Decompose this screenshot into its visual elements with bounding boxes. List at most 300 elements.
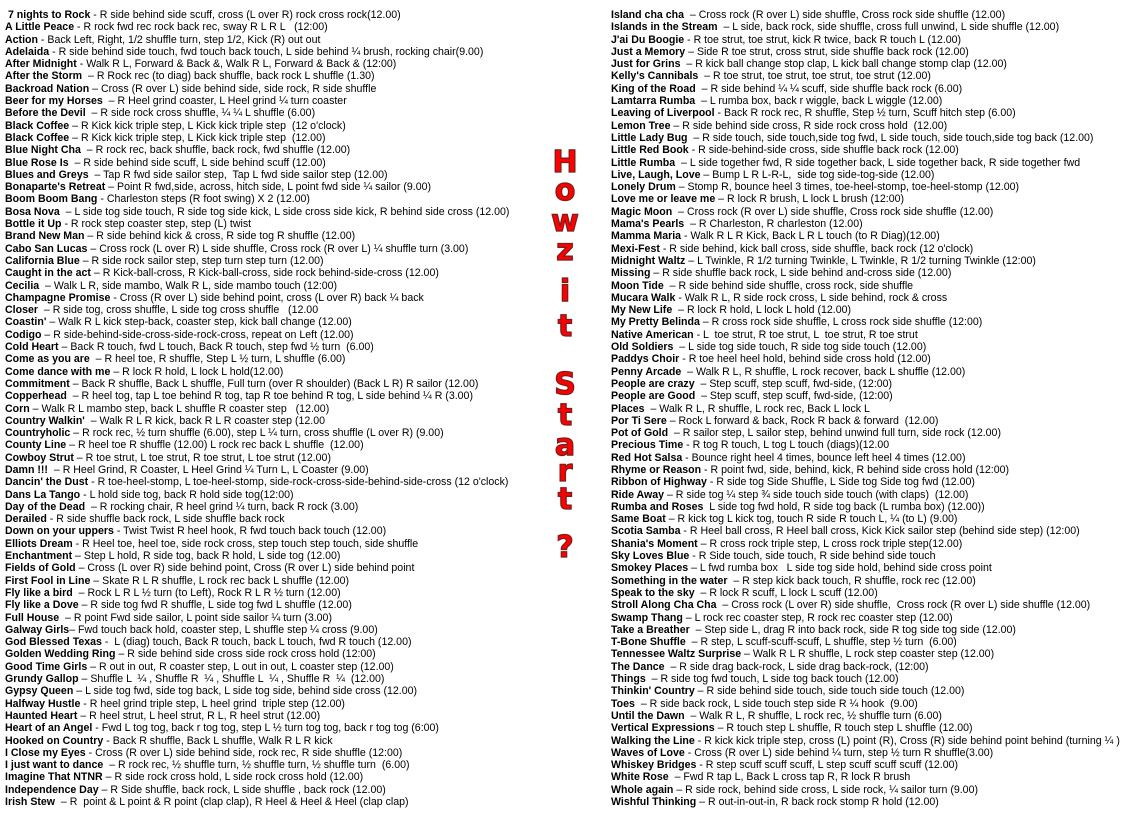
dance-entry bbox=[5, 685, 611, 697]
dance-steps: - Cross (R over L) side behind side, rock rec, R side shuffle (12:00) bbox=[85, 746, 403, 759]
dance-entry bbox=[611, 169, 1142, 181]
dance-steps: - R step scuff scuff scuff, L step scuff scuff scuff (12.00) bbox=[696, 759, 959, 772]
dance-title: Love me or leave me bbox=[611, 193, 716, 206]
dance-title: Penny Arcade bbox=[611, 365, 682, 378]
dance-entry bbox=[611, 218, 1142, 230]
dance-entry bbox=[5, 353, 611, 365]
dance-entry bbox=[611, 193, 1142, 205]
dance-entry bbox=[611, 341, 1142, 353]
right-column bbox=[611, 9, 1142, 808]
dance-entry bbox=[5, 107, 611, 119]
dance-entry bbox=[5, 427, 611, 439]
dance-title: Country Walkin' bbox=[5, 414, 85, 427]
dance-steps: – R side behind side touch, side touch side touch (12.00) bbox=[694, 685, 965, 698]
dance-entry bbox=[611, 21, 1142, 33]
dance-entry bbox=[611, 255, 1142, 267]
dance-entry bbox=[5, 439, 611, 451]
dance-steps: - R rock step coaster step, step (L) twist bbox=[61, 218, 252, 231]
dance-title: Enchantment bbox=[5, 550, 73, 563]
dance-title: First Fool in Line bbox=[5, 574, 91, 587]
dance-steps: - R point fwd, side, behind, kick, R behind side cross hold (12:00) bbox=[701, 463, 1010, 476]
dance-entry bbox=[5, 513, 611, 525]
dance-steps: – L side tog side touch, R side tog side kick, L side cross side kick, R behind side cross (12.00) bbox=[59, 205, 510, 218]
dance-steps: – Back R shuffle, Back L shuffle, Full turn (over R shoulder) (Back L R) R sailor (12.00) bbox=[69, 377, 479, 390]
dance-title: Rhyme or Reason bbox=[611, 463, 702, 476]
dance-title: Leaving of Liverpool bbox=[611, 107, 715, 120]
dance-steps: - R toe heel heel hold, behind side cross hold (12.00) bbox=[679, 353, 931, 366]
dance-steps: - Twist Twist R heel hook, R fwd touch back touch (12.00) bbox=[113, 525, 387, 538]
dance-title: Things bbox=[611, 673, 646, 686]
dance-entry bbox=[611, 538, 1142, 550]
dance-steps: – R side tog fwd R shuffle, L side tog fwd L shuffle (12.00) bbox=[78, 599, 352, 612]
vertical-letter: H bbox=[552, 145, 578, 180]
dance-entry bbox=[5, 489, 611, 501]
dance-title: Boom Boom Bang bbox=[5, 193, 98, 206]
dance-steps: - R kick kick triple step, cross (L) point (R), Cross (R) side behind point behind (turning ¼ ) bbox=[694, 734, 1120, 747]
dance-title: Scotia Samba bbox=[611, 525, 681, 538]
dance-title: White Rose bbox=[611, 771, 669, 784]
dance-entry bbox=[5, 83, 611, 95]
dance-entry bbox=[5, 378, 611, 390]
dance-title: Places bbox=[611, 402, 645, 415]
dance-steps: – R kick tog L kick tog, touch R side R touch L, ¼ (to L) (9.00) bbox=[665, 513, 958, 526]
dance-entry bbox=[5, 157, 611, 169]
dance-title: Midnight Waltz bbox=[611, 254, 686, 267]
dance-steps: – R side behind side cross side rock cross hold (12:00) bbox=[115, 648, 376, 661]
dance-entry bbox=[5, 132, 611, 144]
dance-steps: – R side behind kick & cross, R side tog R shuffle (12.00) bbox=[84, 230, 356, 243]
dance-title: Golden Wedding Ring bbox=[5, 648, 116, 661]
dance-title: Bosa Nova bbox=[5, 205, 60, 218]
dance-entry bbox=[611, 316, 1142, 328]
dance-title: Closer bbox=[5, 304, 38, 317]
dance-title: Island cha cha bbox=[611, 9, 685, 21]
dance-title: Ribbon of Highway bbox=[611, 476, 707, 489]
dance-title: Backroad Nation bbox=[5, 82, 90, 95]
dance-entry bbox=[611, 599, 1142, 611]
dance-entry bbox=[5, 562, 611, 574]
dance-steps: – R side tog fwd touch, L side tog back touch (12.00) bbox=[645, 673, 899, 686]
dance-steps: – R point & L point & R point (clap clap), R Heel & Heel & Heel (clap clap) bbox=[55, 796, 409, 808]
dance-entry bbox=[611, 759, 1142, 771]
dance-steps: – R Heel grind coaster, L Heel grind ¼ turn coaster bbox=[102, 95, 347, 108]
dance-title: Missing bbox=[611, 267, 651, 280]
dance-steps: - Walk R L R Kick, Back L R L touch (to R Diag)(12.00) bbox=[681, 230, 940, 243]
dance-title: The Dance bbox=[611, 660, 665, 673]
dance-entry bbox=[5, 698, 611, 710]
dance-title: Independence Day bbox=[5, 783, 99, 796]
dance-title: Full House bbox=[5, 611, 60, 624]
dance-title: Dans La Tango bbox=[5, 488, 81, 501]
dance-title: Speak to the sky bbox=[611, 586, 695, 599]
dance-steps: – Cross rock (R over L) side shuffle, Cross rock side shuffle (12.00) bbox=[672, 205, 994, 218]
dance-steps: - Back Left, Right, 1/2 shuffle turn, step 1/2, Kick (R) out out bbox=[37, 33, 321, 46]
dance-entry bbox=[5, 575, 611, 587]
dance-title: Down on your uppers bbox=[5, 525, 114, 538]
dance-steps: – L side together fwd, R side together back, L side together back, R side together fwd bbox=[675, 156, 1081, 169]
dance-entry bbox=[611, 771, 1142, 783]
dance-title: Little Red Book bbox=[611, 144, 689, 157]
dance-steps: – R lock R hold, L lock L hold (12.00) bbox=[672, 304, 852, 317]
dance-entry bbox=[611, 390, 1142, 402]
dance-title: Stroll Along Cha Cha bbox=[611, 599, 717, 612]
dance-title: Whole again bbox=[611, 783, 674, 796]
dance-steps: – R lock R hold, L lock L hold(12.00) bbox=[110, 365, 284, 378]
dance-title: After the Storm bbox=[5, 70, 83, 83]
dance-steps: – R Side shuffle, back rock, L side shuffle , back rock (12.00) bbox=[98, 783, 386, 796]
dance-steps: - R side behind side scuff, cross (L over R) rock cross rock(12.00) bbox=[90, 9, 401, 21]
dance-title: Fly like a bird bbox=[5, 586, 73, 599]
dance-title: Magic Moon bbox=[611, 205, 673, 218]
dance-title: California Blue bbox=[5, 254, 80, 267]
center-vertical-title bbox=[540, 0, 590, 823]
dance-entry bbox=[611, 722, 1142, 734]
dance-entry bbox=[611, 70, 1142, 82]
dance-title: Blue Night Cha bbox=[5, 144, 81, 157]
dance-steps: - R toe-heel-stomp, L toe-heel-stomp, side-rock-cross-side-behind-side-cross (12 o'clock) bbox=[88, 476, 509, 489]
dance-entry bbox=[5, 292, 611, 304]
dance-entry bbox=[5, 648, 611, 660]
dance-steps: – L rock rec coaster step, R rock rec coaster step (12.00) bbox=[682, 611, 953, 624]
dance-title: Copperhead bbox=[5, 390, 67, 403]
dance-steps: – R lock R scuff, L lock L scuff (12.00) bbox=[694, 586, 878, 599]
dance-title: Dancin' the Dust bbox=[5, 476, 89, 489]
dance-title: Blues and Greys bbox=[5, 168, 89, 181]
dance-title: Damn !!! bbox=[5, 463, 48, 476]
dance-title: Elliots Dream bbox=[5, 537, 73, 550]
dance-steps: – R side tog ¼ step ¾ side touch side touch (with claps) (12.00) bbox=[664, 488, 969, 501]
dance-steps: - Walk R L, Forward & Back &, Walk R L, Forward & Back & (12:00) bbox=[76, 58, 397, 71]
dance-entry bbox=[611, 550, 1142, 562]
dance-steps: – R side behind ¼ ¼ scuff, side shuffle back rock (6.00) bbox=[695, 82, 963, 95]
dance-entry bbox=[5, 169, 611, 181]
dance-title: Kelly's Cannibals bbox=[611, 70, 699, 83]
dance-entry bbox=[611, 83, 1142, 95]
dance-steps: – R side behind side shuffle, cross rock, side shuffle bbox=[663, 279, 914, 292]
dance-entry bbox=[5, 661, 611, 673]
dance-entry bbox=[611, 280, 1142, 292]
dance-entry bbox=[611, 304, 1142, 316]
dance-title: Swamp Thang bbox=[611, 611, 683, 624]
dance-steps: - R Side touch, side touch, R side behind side touch bbox=[689, 550, 936, 563]
dance-title: Precious Time bbox=[611, 439, 684, 452]
dance-steps: – L rumba box, back r wiggle, back L wiggle (12.00) bbox=[695, 95, 943, 108]
dance-steps: – R out-in-out-in, R back rock stomp R hold (12.00) bbox=[696, 796, 939, 808]
dance-steps: – Step scuff, step scuff, fwd-side, (12:00) bbox=[694, 377, 893, 390]
dance-entry bbox=[611, 403, 1142, 415]
dance-steps: – Rock L R L ½ turn (to Left), Rock R L R ½ turn (12.00) bbox=[72, 586, 341, 599]
vertical-letter: t bbox=[557, 398, 573, 433]
dance-entry bbox=[611, 292, 1142, 304]
dance-steps: – R side-behind-side-cross-side-rock-cross, repeat on Left (12.00) bbox=[41, 328, 354, 341]
dance-title: After Midnight bbox=[5, 58, 77, 71]
dance-steps: – Step side L, drag R into back rock, side R tog side tog side (12.00) bbox=[689, 623, 1016, 636]
dance-steps: – R side tog, cross shuffle, L side tog cross shuffle (12.00 bbox=[37, 304, 319, 317]
dance-entry bbox=[611, 661, 1142, 673]
dance-entry bbox=[5, 550, 611, 562]
dance-title: Thinkin' Country bbox=[611, 685, 695, 698]
dance-entry bbox=[611, 489, 1142, 501]
vertical-letter: ? bbox=[556, 530, 574, 565]
dance-entry bbox=[5, 784, 611, 796]
dance-entry bbox=[5, 9, 611, 21]
dance-title: Cabo San Lucas bbox=[5, 242, 88, 255]
dance-title: Before the Devil bbox=[5, 107, 86, 120]
dance-entry bbox=[611, 95, 1142, 107]
dance-entry bbox=[5, 218, 611, 230]
dance-steps: – Step scuff, step scuff, fwd-side, (12:00) bbox=[695, 390, 893, 403]
dance-entry bbox=[611, 120, 1142, 132]
dance-steps: – Walk R L, R shuffle, L rock rec, ½ shuffle turn (6.00) bbox=[684, 709, 942, 722]
dance-entry bbox=[5, 316, 611, 328]
dance-title: Native American bbox=[611, 328, 694, 341]
vertical-letter: t bbox=[557, 309, 573, 344]
dance-entry bbox=[5, 46, 611, 58]
dance-title: People are crazy bbox=[611, 377, 695, 390]
dance-steps: – R toe strut, toe strut, toe strut, toe strut (12.00) bbox=[698, 70, 931, 83]
dance-title: Coastin' bbox=[5, 316, 47, 329]
dance-entry bbox=[611, 353, 1142, 365]
dance-title: Cowboy Strut bbox=[5, 451, 74, 464]
dance-entry bbox=[611, 513, 1142, 525]
dance-title: Pot of Gold bbox=[611, 427, 669, 440]
dance-entry bbox=[611, 452, 1142, 464]
dance-steps: – Walk R L, R shuffle, L rock rec, Back L lock L bbox=[644, 402, 870, 415]
dance-entry bbox=[611, 206, 1142, 218]
vertical-letter: w bbox=[551, 204, 579, 239]
dance-entry bbox=[5, 120, 611, 132]
dance-steps: – Rock L forward & back, Rock R back & forward (12.00) bbox=[666, 414, 939, 427]
dance-entry bbox=[5, 710, 611, 722]
dance-entry bbox=[5, 206, 611, 218]
dance-title: Ride Away bbox=[611, 488, 664, 501]
dance-steps: – R Rock rec (to diag) back shuffle, back rock L shuffle (1.30) bbox=[82, 70, 375, 83]
dance-title: Good Time Girls bbox=[5, 660, 88, 673]
dance-title: Por Ti Sere bbox=[611, 414, 667, 427]
dance-entry bbox=[5, 722, 611, 734]
dance-steps: – R Kick-ball-cross, R Kick-ball-cross, side rock behind-side-cross (12.00) bbox=[90, 267, 439, 280]
dance-title: Whiskey Bridges bbox=[611, 759, 697, 772]
dance-steps: – Fwd R tap L, Back L cross tap R, R lock R brush bbox=[668, 771, 911, 784]
dance-steps: – R toe strut, L toe strut, R toe strut, L toe strut (12.00) bbox=[73, 451, 331, 464]
dance-entry bbox=[611, 735, 1142, 747]
dance-steps: – R side back rock, L side touch step side R ¼ hook (9.00) bbox=[634, 697, 918, 710]
dance-entry bbox=[611, 34, 1142, 46]
dance-steps: - Walk R L, R side rock cross, L side behind, rock & cross bbox=[675, 291, 948, 304]
dance-entry bbox=[5, 476, 611, 488]
dance-title: Come as you are bbox=[5, 353, 90, 366]
dance-entry bbox=[611, 698, 1142, 710]
dance-entry bbox=[5, 501, 611, 513]
dance-entry bbox=[611, 107, 1142, 119]
dance-title: Fields of Gold bbox=[5, 562, 76, 575]
dance-steps: – R point Fwd side sailor, L point side sailor ¼ turn (3.00) bbox=[59, 611, 332, 624]
dance-steps: – L side, back rock, side shuffle, cross full unwind, L side shuffle (12.00) bbox=[717, 21, 1060, 34]
dance-title: Take a Breather bbox=[611, 623, 690, 636]
dance-entry bbox=[611, 230, 1142, 242]
dance-title: I just want to dance bbox=[5, 759, 104, 772]
dance-entry bbox=[5, 673, 611, 685]
dance-steps: – L Twinkle, R 1/2 turning Twinkle, L Twinkle, R 1/2 turning Twinkle (12:00) bbox=[685, 254, 1036, 267]
dance-entry bbox=[5, 771, 611, 783]
dance-entry bbox=[611, 9, 1142, 21]
dance-entry bbox=[611, 624, 1142, 636]
dance-entry bbox=[5, 587, 611, 599]
dance-entry bbox=[5, 280, 611, 292]
dance-steps: - R heel grind triple step, L heel grind triple step (12.00) bbox=[80, 697, 345, 710]
dance-title: A Little Peace bbox=[5, 21, 75, 34]
dance-steps: – R lock R brush, L lock L brush (12:00) bbox=[715, 193, 905, 206]
dance-entry bbox=[611, 636, 1142, 648]
dance-title: Shania's Moment bbox=[611, 537, 698, 550]
dance-steps: – R rock rec, ½ turn shuffle (6.00), step L ¼ turn, cross shuffle (L over R) (9.00) bbox=[70, 427, 444, 440]
dance-steps: – R side drag back-rock, L side drag back-rock, (12:00) bbox=[664, 660, 929, 673]
dance-title: Mama's Pearls bbox=[611, 218, 685, 231]
dance-steps: – Tap R fwd side sailor step, Tap L fwd side sailor step (12.00) bbox=[88, 168, 388, 181]
dance-entry bbox=[611, 378, 1142, 390]
dance-entry bbox=[5, 599, 611, 611]
dance-steps: - L hold side tog, back R hold side tog(12:00) bbox=[80, 488, 294, 501]
dance-title: Lamtarra Rumba bbox=[611, 95, 696, 108]
dance-steps: – R out in out, R coaster step, L out in out, L coaster step (12.00) bbox=[87, 660, 394, 673]
dance-title: Heart of an Angel bbox=[5, 722, 93, 735]
dance-title: Derailed bbox=[5, 513, 47, 526]
dance-title: Beer for my Horses bbox=[5, 95, 103, 108]
dance-entry bbox=[611, 439, 1142, 451]
dance-entry bbox=[5, 636, 611, 648]
dance-title: Mucara Walk bbox=[611, 291, 676, 304]
dance-title: Just for Grins bbox=[611, 58, 681, 71]
dance-title: Vertical Expressions bbox=[611, 722, 715, 735]
dance-steps: – Cross rock (R over L) side shuffle, Cross rock side shuffle (12.00) bbox=[684, 9, 1006, 21]
dance-title: Until the Dawn bbox=[611, 709, 685, 722]
dance-title: Halfway Hustle bbox=[5, 697, 81, 710]
dance-entry bbox=[611, 46, 1142, 58]
dance-entry bbox=[611, 784, 1142, 796]
dance-steps: – R cross rock triple step, L cross rock triple step(12.00) bbox=[697, 537, 963, 550]
dance-steps: – R sailor step, L sailor step, behind unwind full turn, side rock (12.00) bbox=[668, 427, 1001, 440]
dance-steps: - Charleston steps (R foot swing) X 2 (12.00) bbox=[97, 193, 310, 206]
dance-entry bbox=[611, 501, 1142, 513]
dance-steps: - R toe strut, toe strut, kick R twice, back R touch L (12.00) bbox=[684, 33, 962, 46]
dance-title: Tennessee Waltz Surprise bbox=[611, 648, 742, 661]
dance-steps: – Point R fwd,side, across, hitch side, L point fwd side ¼ sailor (9.00) bbox=[105, 181, 432, 194]
dance-steps: – R rock rec, ½ shuffle turn, ½ shuffle turn, ½ shuffle turn (6.00) bbox=[103, 759, 410, 772]
dance-steps: - R side behind, kick ball cross, side shuffle, back rock (12 o'clock) bbox=[659, 242, 974, 255]
dance-entry bbox=[5, 193, 611, 205]
dance-title: Action bbox=[5, 33, 38, 46]
dance-title: My Pretty Belinda bbox=[611, 316, 700, 329]
dance-entry bbox=[5, 525, 611, 537]
dance-steps: – Back R touch, fwd L touch, Back R touch, step fwd ½ turn (6.00) bbox=[58, 341, 374, 354]
dance-title: Mexi-Fest bbox=[611, 242, 660, 255]
dance-entry bbox=[5, 747, 611, 759]
dance-entry bbox=[611, 575, 1142, 587]
dance-steps: – Cross (L over R) side behind point, Cross (R over L) side behind point bbox=[75, 562, 415, 575]
dance-title: Brand New Man bbox=[5, 230, 85, 243]
dance-steps: – R side shuffle back rock, L side behind and-cross side (12.00) bbox=[650, 267, 952, 280]
dance-entry bbox=[5, 243, 611, 255]
dance-entry bbox=[5, 34, 611, 46]
dance-entry bbox=[5, 230, 611, 242]
dance-title: Mamma Maria bbox=[611, 230, 682, 243]
dance-entry bbox=[611, 415, 1142, 427]
dance-steps: – R Charleston, R charleston (12.00) bbox=[684, 218, 863, 231]
dance-steps: - R side tog Side Shuffle, L Side tog Side tog fwd (12.00) bbox=[706, 476, 975, 489]
dance-steps: - Cross (R over L) side behind ¼ turn, step ½ turn R shuffle(3.00) bbox=[684, 746, 994, 759]
dance-title: Little Rumba bbox=[611, 156, 676, 169]
dance-steps: – R side rock cross hold, L side rock cross hold (12.00) bbox=[102, 771, 364, 784]
dance-title: Black Coffee bbox=[5, 119, 70, 132]
dance-entry bbox=[5, 612, 611, 624]
dance-steps: – R touch step L shuffle, R touch step L shuffle (12.00) bbox=[714, 722, 973, 735]
dance-title: Hooked on Country bbox=[5, 734, 104, 747]
dance-title: Old Soldiers bbox=[611, 341, 674, 354]
dance-entry bbox=[5, 452, 611, 464]
dance-entry bbox=[5, 390, 611, 402]
dance-steps: – Fwd touch back hold, coaster step, L shuffle step ¼ cross (9.00) bbox=[69, 623, 378, 636]
dance-title: County Line bbox=[5, 439, 67, 452]
dance-title: 7 nights to Rock bbox=[5, 9, 91, 21]
dance-steps: - L (diag) touch, Back R touch, back L touch, fwd R touch (12.00) bbox=[101, 636, 412, 649]
dance-steps: – R heel toe R shuffle (12.00) L rock rec back L shuffle (12.00) bbox=[66, 439, 364, 452]
dance-entry bbox=[5, 538, 611, 550]
dance-title: Wishful Thinking bbox=[611, 796, 697, 808]
dance-steps: - L toe strut, R toe strut, L toe strut, R toe strut bbox=[693, 328, 918, 341]
dance-steps: - Cross (R over L) side behind point, cross (L over R) back ¼ back bbox=[110, 291, 424, 304]
dance-steps: – Shuffle L ¼ , Shuffle R ¼ , Shuffle L ¼ , Shuffle R ¼ (12.00) bbox=[78, 673, 385, 686]
dance-title: Just a Memory bbox=[611, 45, 686, 58]
dance-steps: – L fwd rumba box L side tog side hold, behind side cross point bbox=[688, 562, 992, 575]
dance-title: Paddys Choir bbox=[611, 353, 680, 366]
dance-steps: – L side tog fwd, side tog back, L side tog side, behind side cross (12.00) bbox=[73, 685, 418, 698]
dance-title: People are Good bbox=[611, 390, 696, 403]
dance-steps: - R rock fwd rec rock back rec, sway R L R L (12:00) bbox=[74, 21, 328, 34]
dance-title: God Blessed Texas bbox=[5, 636, 102, 649]
dance-steps: – R side behind side scuff, L side behind scuff (12.00) bbox=[68, 156, 326, 169]
dance-entry bbox=[611, 181, 1142, 193]
dance-title: Come dance with me bbox=[5, 365, 111, 378]
dance-title: Waves of Love bbox=[611, 746, 685, 759]
dance-steps: - Fwd L tog tog, back r tog tog, step L ½ turn tog tog, back r tog tog (6:00) bbox=[92, 722, 439, 735]
dance-entry bbox=[611, 476, 1142, 488]
dance-steps: – R rocking chair, R heel grind ¼ turn, back R rock (3.00) bbox=[85, 500, 359, 513]
dance-title: J'ai Du Boogie bbox=[611, 33, 685, 46]
dance-entry bbox=[5, 329, 611, 341]
dance-title: Corn bbox=[5, 402, 30, 415]
dance-entry bbox=[611, 267, 1142, 279]
dance-entry bbox=[611, 427, 1142, 439]
dance-steps: – R heel toe, R shuffle, Step L ½ turn, L shuffle (6.00) bbox=[89, 353, 346, 366]
dance-title: Galway Girls bbox=[5, 623, 70, 636]
dance-entry bbox=[611, 525, 1142, 537]
dance-title: Caught in the act bbox=[5, 267, 91, 280]
dance-title: Cold Heart bbox=[5, 341, 59, 354]
dance-entry bbox=[611, 132, 1142, 144]
dance-steps: – R rock rec, back shuffle, back rock, fwd shuffle (12.00) bbox=[80, 144, 351, 157]
dance-steps: – Cross rock (L over R) side shuffle, Cross rock (R over L) side shuffle (12.00) bbox=[716, 599, 1091, 612]
dance-title: Commitment bbox=[5, 377, 70, 390]
dance-title: I Close my Eyes bbox=[5, 746, 86, 759]
dance-steps: – Walk L R, side mambo, Walk R L, side mambo touch (12:00) bbox=[39, 279, 338, 292]
dance-entry bbox=[5, 58, 611, 70]
dance-steps: – R Heel Grind, R Coaster, L Heel Grind ¼ Turn L, L Coaster (9.00) bbox=[47, 463, 369, 476]
dance-entry bbox=[611, 58, 1142, 70]
dance-title: Lemon Tree bbox=[611, 119, 671, 132]
dance-entry bbox=[5, 735, 611, 747]
dance-entry bbox=[611, 587, 1142, 599]
dance-entry bbox=[5, 95, 611, 107]
